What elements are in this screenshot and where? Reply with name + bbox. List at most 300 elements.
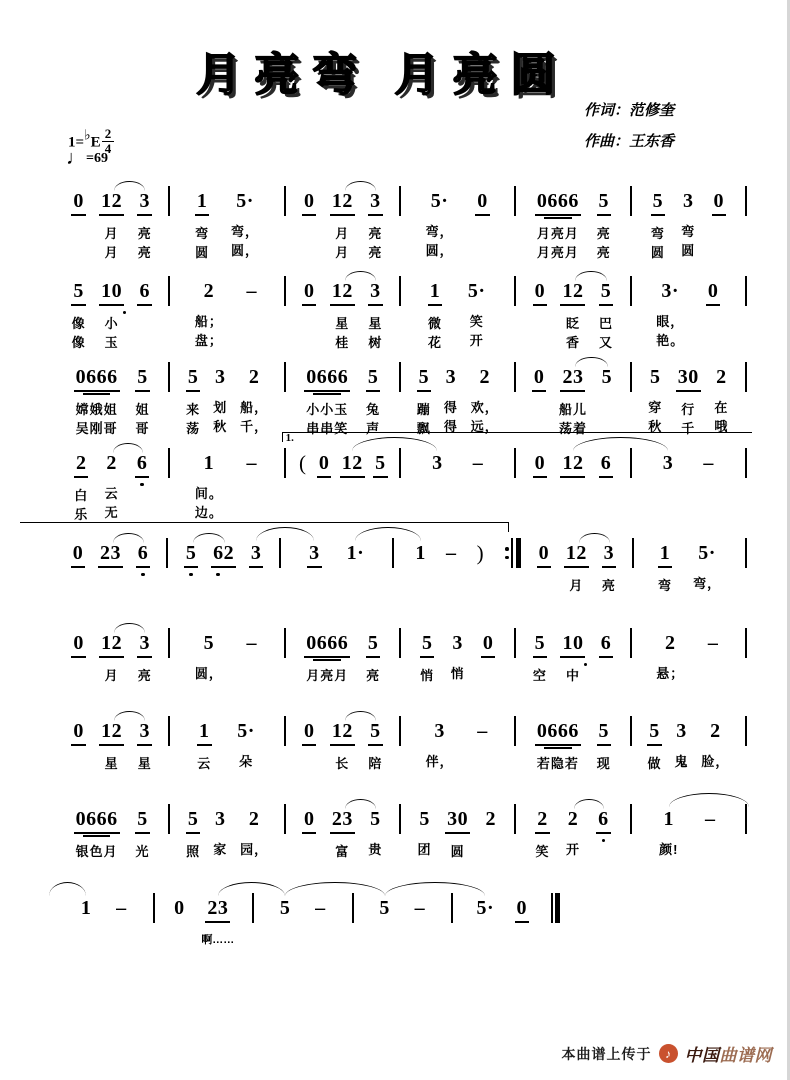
lyric-syllable: 月 [569,578,584,593]
slur [345,271,376,281]
note-token [135,364,150,438]
lyric-syllable: 云 [104,486,119,501]
note: 12 [330,718,355,746]
note: 3 [452,632,463,654]
lyric-syllable: 千 [681,421,696,436]
note: 5 [203,632,215,654]
lyric-syllable: 月亮月 [536,245,579,260]
note-token [235,718,257,773]
note-token [658,540,673,595]
lyric-syllable: 远， [470,419,499,434]
note-token [701,718,729,773]
measure [401,450,514,476]
note: 12 [99,718,124,746]
measure [516,806,629,861]
lyric-syllable: 荡 [186,421,201,436]
lyric-syllable [76,754,81,773]
lyric-syllable [249,331,254,350]
note: 23 [560,364,585,392]
note: – [707,632,719,654]
note: 5· [698,542,716,564]
lyric-syllable [140,486,145,505]
end-repeat-barline [505,538,521,568]
note: 2 [479,366,490,388]
lyric-syllable: 眨 [565,316,580,331]
lyric-syllable [307,842,312,861]
note-token [137,718,152,773]
lyric-syllable: 亮 [137,245,152,260]
sixteenth-underline [544,217,572,219]
measure [516,364,629,438]
note-token [426,188,454,262]
slur [574,799,604,809]
note-token [597,188,612,262]
note: 0 [533,278,548,306]
lyric-syllable: 亮 [368,226,383,241]
note: – [246,632,258,654]
note: 0 [302,188,317,216]
note-token [532,364,547,438]
note-token [136,540,151,568]
lyric-syllable: 姐 [135,402,150,417]
composer-credit: 作曲：王东香 [584,133,675,150]
lyric-syllable: 中 [565,668,580,683]
note: 1 [195,188,210,216]
tie [285,882,385,896]
note: 5 [417,364,432,392]
note: 3 [137,188,152,216]
note-token [676,364,701,438]
measure-row [55,188,747,262]
lyric-syllable [249,484,254,503]
note-token [74,450,89,524]
lyric-syllable: 脸， [701,754,730,769]
note-token [249,540,264,568]
slur [345,181,376,191]
lyric-syllable: 圆 [450,844,465,859]
note-token [712,188,727,262]
note-token [195,450,223,522]
note: 0 [302,718,317,746]
lyric-syllable: 千， [240,419,269,434]
measure [170,718,283,773]
slur [114,623,145,633]
parenthesis: ( [299,451,307,475]
note: 23 [330,806,355,834]
tie [385,882,486,896]
note-token [714,364,729,438]
low-octave-dot [584,663,588,667]
measure [55,364,168,438]
measure [286,278,399,352]
note: 0 [537,540,552,568]
lyric-syllable [76,666,81,685]
lyric-syllable: 圆 [650,245,665,260]
lyric-syllable: 光 [135,844,150,859]
lyric-syllable: 园， [240,842,269,857]
system-3 [55,364,747,438]
lyric-syllable: 月 [335,245,350,260]
lyric-syllable: 巴 [599,316,614,331]
note-token [330,806,355,861]
note-token [417,364,432,438]
bracket-tick [282,432,284,442]
lyric-syllable: 贵 [368,842,383,857]
note: 1 [415,542,426,564]
measure [401,806,514,861]
measure [632,278,745,352]
lyric-syllable: 蹦 [416,402,431,417]
note: 0 [71,630,86,658]
note-token [211,540,236,568]
note-token [481,630,496,685]
slur [114,711,145,721]
song-title: 月亮弯 月亮圆 [196,50,569,100]
note-token [114,895,129,921]
note-token [560,630,585,685]
note-token [651,188,666,262]
measure [170,278,283,350]
measure [55,806,168,861]
note: – [315,897,326,919]
lyric-syllable: 朵 [239,754,254,769]
measure [170,364,283,438]
note-token [693,540,721,595]
lyric-syllable: 颜! [659,842,679,857]
note-token [201,895,234,950]
measure [632,806,745,859]
lyric-syllable [307,224,312,243]
note: 5 [370,808,381,830]
note: 5· [430,190,449,212]
measure [155,895,253,950]
site-name[interactable] [685,1041,773,1066]
note-token [345,540,367,568]
lyric-syllable: 又 [599,335,614,350]
site-logo-icon[interactable]: ♪ [659,1044,678,1063]
note: 5 [186,806,201,834]
lyric-syllable: 无 [104,505,119,520]
note: 2 [248,808,260,830]
note-token [330,188,355,262]
lyric-syllable: 陪 [368,756,383,771]
note-token [560,450,585,478]
note: 2 [74,450,89,478]
key-prefix: 1= [68,134,85,151]
measure-row [55,895,560,950]
note: 0666 [304,364,350,392]
note-token [656,630,684,683]
thin-bar [551,893,553,923]
note: 5 [366,364,381,392]
note-token [647,718,662,773]
note-token [172,895,187,950]
lyric-syllable: 欢， [470,400,499,415]
lyric-syllable: 笑 [535,844,550,859]
parenthesis: ) [476,541,485,565]
note-token [278,895,293,921]
note-token [413,895,428,921]
lyric-syllable: 在 [714,400,729,415]
note: 3 [662,452,674,474]
lyric-syllable: 鬼 [674,754,689,769]
slur [345,711,376,721]
note: 30 [445,806,470,834]
lyric-syllable: 荡着 [558,421,587,436]
lyric-syllable [178,929,181,948]
lyric-syllable: 悬； [656,666,685,681]
note-token [135,806,150,861]
measure-row [55,540,747,595]
note-token [659,806,678,859]
note-token [417,806,432,861]
note: 0 [71,718,86,746]
lyric-syllable: 得 [443,400,458,415]
measure [516,188,629,262]
barline [745,628,747,658]
measure [286,630,399,685]
note: 1 [663,808,675,830]
low-octave-dot [216,573,220,577]
lyric-syllable [708,840,713,859]
note-token [98,540,123,568]
lyric-syllable: 长 [335,756,350,771]
note-token [99,188,124,262]
note-token [184,540,199,568]
measure-row [55,278,747,352]
lyric-syllable: 悄 [420,668,435,683]
lyric-syllable: 间。 [194,486,223,501]
note: 0 [71,188,86,216]
lyric-syllable [249,312,254,331]
lyric-syllable [307,243,312,262]
lyric-syllable: 船， [240,400,269,415]
measure [516,450,629,478]
note: 3 [307,540,322,568]
lyric-syllable [307,314,312,333]
lyric-syllable: 白 [74,488,89,503]
measure [254,895,352,921]
slur [575,271,606,281]
note-token [137,278,152,352]
note-token [428,278,443,352]
note-token [656,278,684,352]
note: 3 [368,188,383,216]
lyric-syllable [538,314,543,333]
note: 5 [71,278,86,306]
barline [745,804,747,834]
barline [745,276,747,306]
note: 0 [712,188,727,216]
measure [521,540,632,595]
lyric-syllable [716,243,721,262]
note-token [413,540,428,566]
note: 3 [137,718,152,746]
system-2 [55,278,747,352]
note-token [366,364,381,438]
lyric-syllable: 香 [565,335,580,350]
note-token [430,450,445,476]
note: 23 [205,895,230,923]
note: 12 [99,188,124,216]
note-token [330,278,355,352]
sixteenth-underline [83,835,111,837]
note-token [475,188,490,262]
note: 62 [211,540,236,568]
note: 5· [236,190,254,212]
lyric-syllable: 月 [335,226,350,241]
tempo-value: =69 [86,151,108,166]
note: 5 [597,188,612,216]
note-token [533,450,548,478]
slur [575,357,607,367]
note: 12 [564,540,589,568]
lyric-syllable [142,333,147,352]
repeat-dots [505,538,509,568]
lyric-syllable: 圆， [231,243,260,258]
note: 3 [249,540,264,568]
measure [401,364,514,438]
note: 6 [137,278,152,306]
note: 5 [647,718,662,746]
tie [218,882,285,896]
measure [55,188,168,262]
note-token [471,364,499,438]
lyric-syllable [249,503,254,522]
measure [286,364,399,438]
barline [745,448,747,478]
note-token [701,450,716,476]
note-token [240,806,268,861]
lyric-syllable: 行 [681,402,696,417]
system-8 [55,806,747,861]
note: 3 [676,720,687,742]
measure [632,364,745,438]
lyric-syllable [601,842,606,861]
note: 5 [649,366,661,388]
note-token [195,630,223,683]
note-token [426,718,454,771]
barline [745,538,747,568]
lyric-syllable [716,224,721,243]
note: 5· [237,720,255,742]
note: 3 [434,720,445,742]
note-token [475,718,490,771]
volta-bracket [282,432,752,445]
note-token [71,540,86,568]
lyric-syllable: 弯 [650,226,665,241]
lyric-syllable: 月亮月 [306,668,349,683]
measure [286,718,399,773]
note-token [596,806,611,861]
note: – [472,452,484,474]
lyric-syllable: 月 [104,245,119,260]
lyric-syllable: 像 [71,335,86,350]
note: 23 [98,540,123,568]
note-token [368,188,383,262]
note: 3· [661,280,680,302]
lyric-syllable: 弯 [657,578,672,593]
note: 5 [366,630,381,658]
note: 5· [467,280,486,302]
note: 12 [330,278,355,306]
volta-label: 1. [285,432,294,444]
note-token [566,806,581,861]
lyric-syllable: 富 [335,844,350,859]
lyric-syllable: 秋 [648,419,663,434]
note-token [302,806,317,861]
note-token [213,806,228,861]
note-token [444,364,459,438]
lyric-syllable: 照 [186,844,201,859]
lyric-syllable: 圆， [194,666,223,681]
measure [453,895,551,923]
measure [632,630,745,683]
note: 3 [214,808,226,830]
lyric-syllable: 亮 [366,668,381,683]
lyric-syllable: 树 [368,335,383,350]
slur [579,533,610,543]
measure [632,718,745,773]
lyric-syllable: 星 [104,756,119,771]
note: 5 [368,718,383,746]
note: 0 [515,895,530,923]
note: 1· [346,542,365,564]
note: – [704,808,716,830]
note: 0 [174,897,185,919]
note-token [471,450,486,476]
measure [394,540,505,566]
note: 3 [137,630,152,658]
note-token [368,718,383,773]
note: – [477,720,488,742]
lyric-syllable: 开 [469,333,484,348]
measure [55,718,168,773]
tie [669,793,749,807]
low-octave-dot [141,573,145,577]
time-signature-numerator: 2 [102,127,115,142]
barline [745,716,747,746]
lyric-syllable: 团 [417,842,432,857]
note: 0666 [535,718,581,746]
lyric-syllable: 圆， [425,243,454,258]
note-token [213,364,228,438]
measure [516,718,629,773]
measure-row [55,806,747,861]
lyric-syllable: 微 [427,316,442,331]
lyric-syllable: 小小玉 [306,402,349,417]
note: 6 [599,630,614,658]
lyric-syllable: 笑 [469,314,484,329]
note-token [104,450,119,524]
note-token [99,630,124,685]
bracket-tick [508,522,510,532]
note-token [535,806,550,861]
measure [286,806,399,861]
site-name-light: 曲谱网 [719,1046,772,1065]
lyric-syllable [480,243,485,262]
lyric-syllable: 弯 [195,226,210,241]
lyric-syllable: 划 [213,400,228,415]
lyric-syllable: 星 [335,316,350,331]
lyric-syllable [486,666,491,685]
system-7 [55,718,747,773]
lyric-syllable: 穿 [648,400,663,415]
note-token [368,806,383,861]
thick-bar [555,893,560,923]
note-token [302,278,317,352]
lyric-syllable: 亮 [137,226,152,241]
